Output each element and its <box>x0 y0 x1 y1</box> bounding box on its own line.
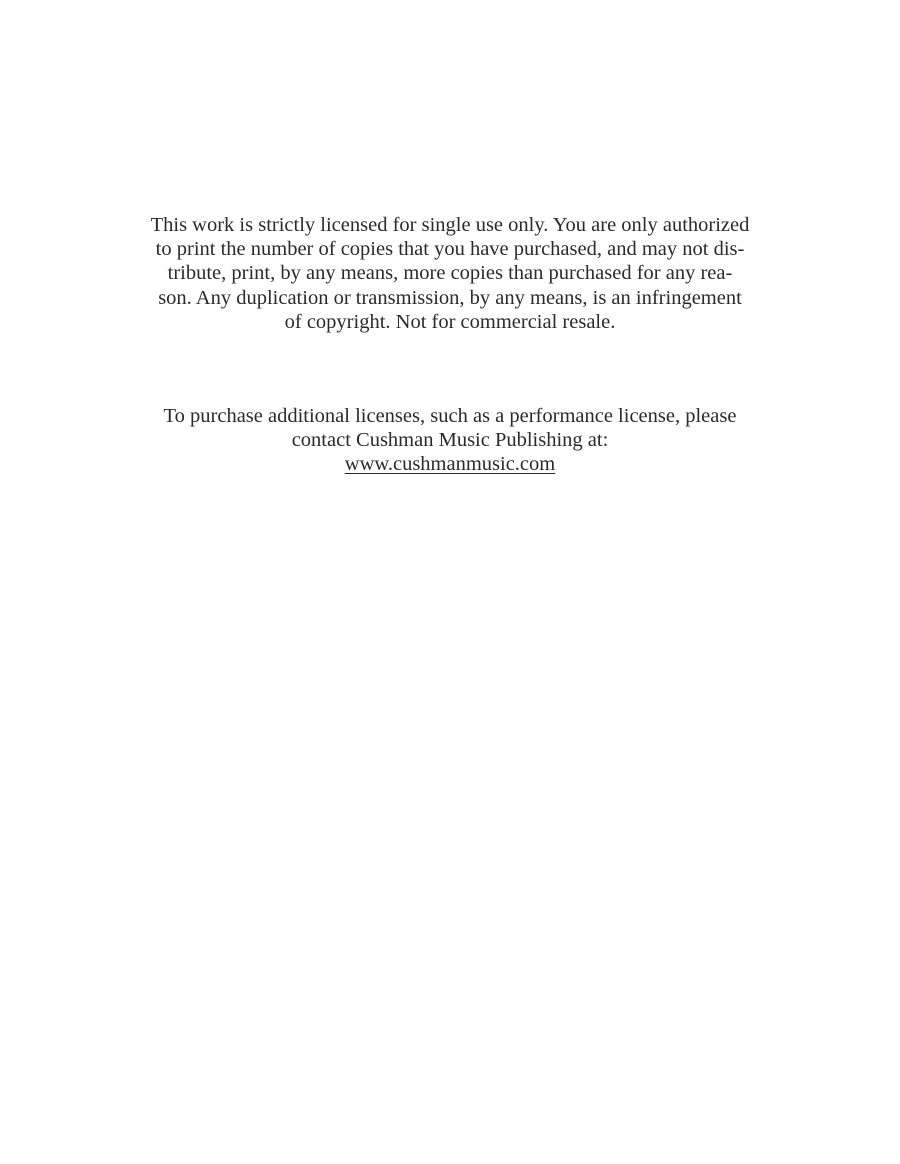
website-line <box>0 452 900 476</box>
purchase-notice <box>0 404 900 477</box>
license-notice <box>0 213 900 334</box>
license-line: son. Any duplication or transmission, by any means, is an infringement <box>158 286 742 309</box>
license-line: tribute, print, by any means, more copies than purchased for any rea- <box>167 262 733 285</box>
website-link[interactable]: www.cushmanmusic.com <box>344 453 556 476</box>
purchase-line: To purchase additional licenses, such as a performance license, please <box>163 405 737 427</box>
license-line: to print the number of copies that you have purchased, and may not dis- <box>155 238 745 261</box>
license-line: This work is strictly licensed for single use only. You are only authorized <box>150 214 750 236</box>
purchase-line: contact Cushman Music Publishing at: <box>291 429 609 452</box>
license-line: of copyright. Not for commercial resale. <box>284 310 616 333</box>
